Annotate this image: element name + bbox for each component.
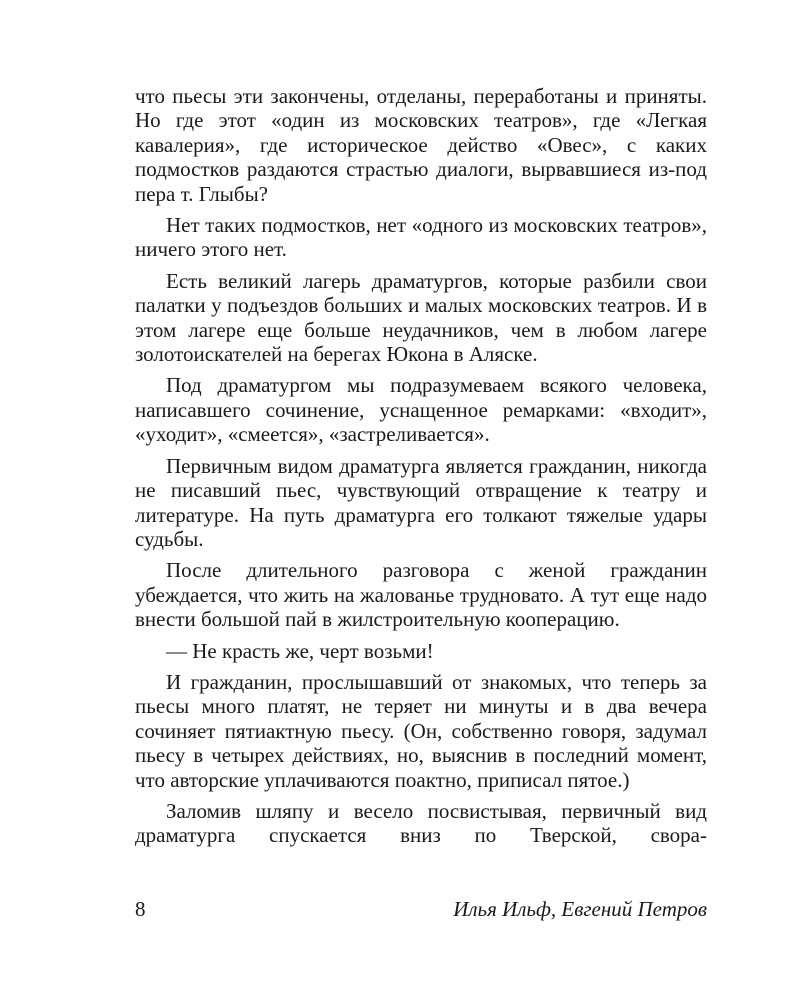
paragraph-7: — Не красть же, черт возьми! <box>166 638 434 663</box>
body-text <box>135 84 707 848</box>
paragraph-1: что пьесы эти закончены, отделаны, переработаны и приняты. Но где этот «один из московских театров», где «Легкая кавалерия», где историческое действо «Овес», с каких подмостков раздаются страстью диалоги, вырвавшиеся из-под пера т. Глыбы? <box>135 84 707 206</box>
paragraph-3: Есть великий лагерь драматургов, которые разбили свои палатки у подъездов больших и малых московских театров. И в этом лагере еще больше неудачников, чем в любом лагере золотоискателей на берегах Юкона в Аляске. <box>135 268 707 367</box>
paragraph-4: Под драматургом мы подразумеваем всякого человека, написавшего сочинение, уснащенное ремарками: «входит», «уходит», «смеется», «застреливается». <box>135 373 707 447</box>
page-footer <box>135 897 707 922</box>
paragraph-8: И гражданин, прослышавший от знакомых, что теперь за пьесы много платят, не теряет ни минуты и в два вечера сочиняет пятиактную пьесу. (Он, собственно говоря, задумал пьесу в четырех действиях, но, выяснив в последний момент, что авторские уплачиваются поактно, приписал пятое.) <box>135 669 707 792</box>
page-number: 8 <box>135 897 146 921</box>
running-head: Илья Ильф, Евгений Петров <box>453 897 707 921</box>
paragraph-5: Первичным видом драматурга является гражданин, никогда не писавший пьес, чувствующий отвращение к театру и литературе. На путь драматурга его толкают тяжелые удары судьбы. <box>135 453 707 551</box>
paragraph-6: После длительного разговора с женой гражданин убеждается, что жить на жалованье трудновато. А тут еще надо внести большой пай в жилстроительную кооперацию. <box>135 558 707 632</box>
paragraph-2: Нет таких подмостков, нет «одного из московских театров», ничего этого нет. <box>135 213 707 262</box>
paragraph-9: Заломив шляпу и весело посвистывая, первичный вид драматурга спускается вниз по Тверской, свора- <box>135 798 707 848</box>
